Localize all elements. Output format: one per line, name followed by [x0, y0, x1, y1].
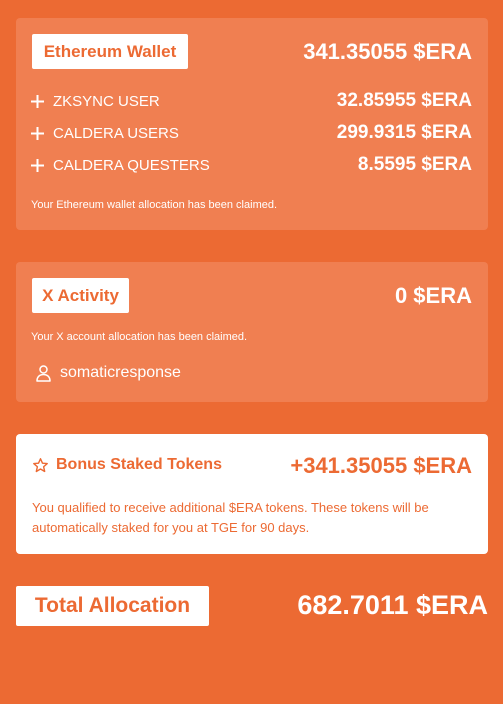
ethereum-wallet-label: Ethereum Wallet: [32, 34, 188, 69]
plus-icon: [31, 127, 44, 140]
user-icon: [36, 365, 51, 382]
allocation-row-amount: 8.5595 $ERA: [357, 154, 472, 175]
ethereum-wallet-card: [16, 18, 488, 230]
bonus-staked-tokens-card: [16, 434, 488, 554]
ethereum-wallet-claimed-note: Your Ethereum wallet allocation has been claimed.: [31, 199, 278, 211]
allocation-row-caldera-questers: [31, 154, 472, 176]
x-activity-claimed-note: Your X account allocation has been claimed.: [31, 331, 248, 343]
bonus-title: [32, 456, 222, 474]
bonus-title-text: Bonus Staked Tokens: [56, 456, 222, 473]
x-account-username: [36, 364, 181, 382]
plus-icon: [31, 159, 44, 172]
bonus-amount: +341.35055 $ERA: [290, 453, 472, 478]
total-allocation-amount: 682.7011 $ERA: [297, 590, 488, 620]
x-activity-card: [16, 262, 488, 402]
username-text: somaticresponse: [60, 364, 181, 381]
allocation-row-zksync: [31, 90, 472, 112]
total-allocation-label: Total Allocation: [16, 586, 209, 626]
star-icon: [32, 457, 49, 474]
allocation-row-caldera-users: [31, 122, 472, 144]
x-activity-label: X Activity: [32, 278, 129, 313]
x-activity-total: 0 $ERA: [394, 283, 472, 308]
allocation-row-label: CALDERA USERS: [53, 124, 179, 142]
allocation-row-label: CALDERA QUESTERS: [53, 156, 210, 174]
plus-icon: [31, 95, 44, 108]
allocation-row-amount: 32.85955 $ERA: [336, 90, 472, 111]
ethereum-wallet-total: 341.35055 $ERA: [303, 39, 472, 64]
allocation-row-label: ZKSYNC USER: [53, 92, 160, 110]
bonus-description: You qualified to receive additional $ERA tokens. These tokens will be automatically staked for you at TGE for 90 days.: [32, 500, 429, 535]
allocation-row-amount: 299.9315 $ERA: [336, 122, 472, 143]
